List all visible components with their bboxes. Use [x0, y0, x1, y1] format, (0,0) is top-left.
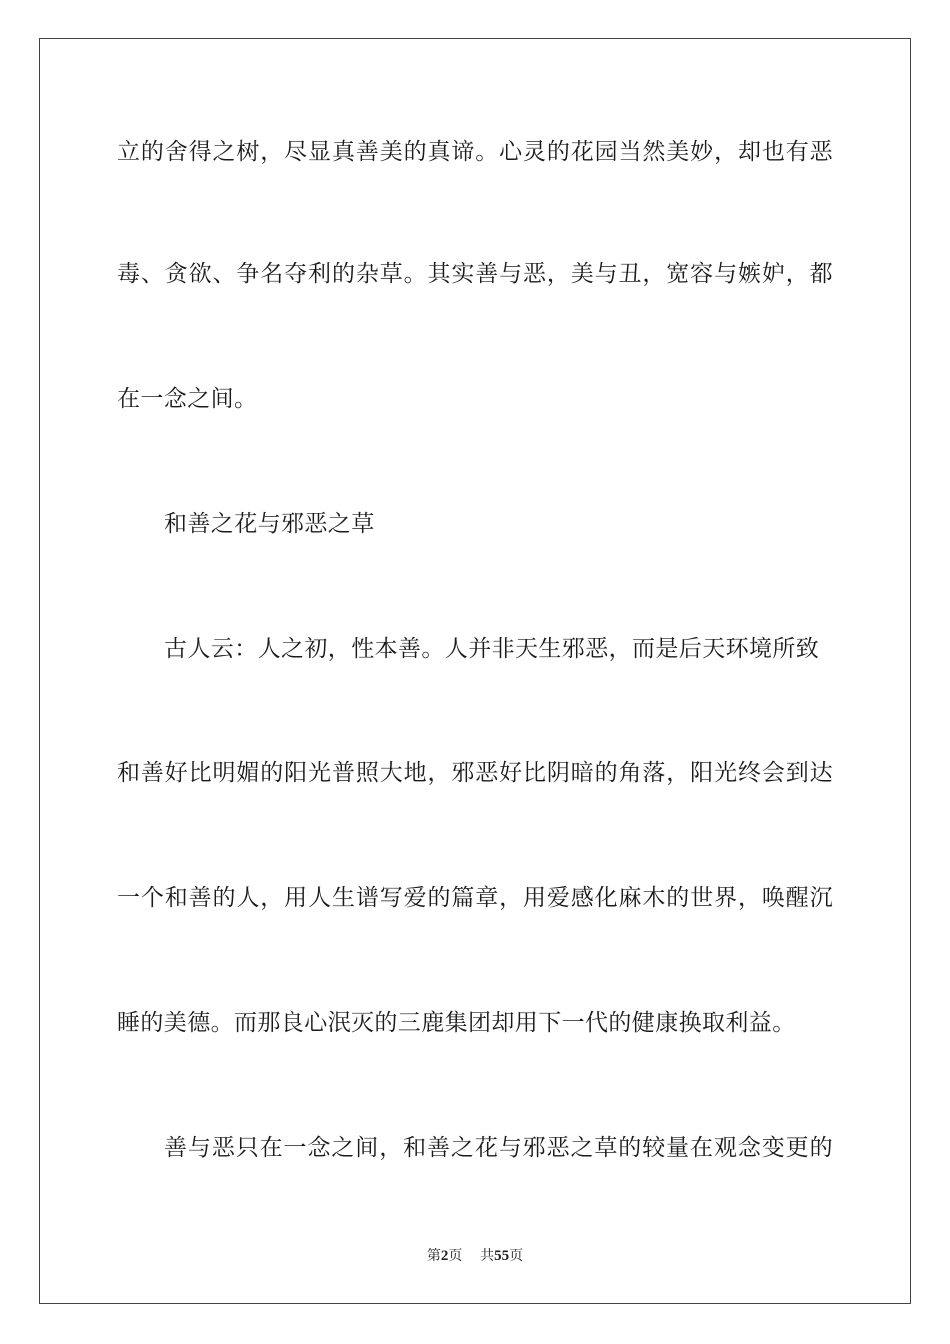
total-prefix: 共 [480, 1248, 495, 1264]
body-line-1: 立的舍得之树，尽显真善美的真谛。心灵的花园当然美妙，却也有恶 [117, 139, 833, 165]
total-pages: 55 [494, 1248, 510, 1264]
page-footer [0, 1246, 950, 1266]
body-line-3: 在一念之间。 [117, 386, 258, 412]
section-heading: 和善之花与邪恶之草 [164, 511, 375, 537]
body-line-8: 睡的美德。而那良心泯灭的三鹿集团却用下一代的健康换取利益。 [117, 1010, 796, 1036]
page-number: 2 [440, 1248, 449, 1264]
page-border [39, 38, 911, 1304]
body-line-9: 善与恶只在一念之间，和善之花与邪恶之草的较量在观念变更的 [164, 1135, 833, 1161]
total-suffix: 页 [509, 1248, 524, 1264]
body-line-2: 毒、贪欲、争名夺利的杂草。其实善与恶，美与丑，宽容与嫉妒，都 [117, 261, 833, 287]
page-prefix: 第 [426, 1248, 441, 1264]
page-suffix: 页 [448, 1248, 463, 1264]
body-line-6: 和善好比明媚的阳光普照大地，邪恶好比阴暗的角落，阳光终会到达 [117, 760, 833, 786]
body-line-5: 古人云：人之初，性本善。人并非天生邪恶，而是后天环境所致 [164, 636, 820, 662]
body-line-7: 一个和善的人，用人生谱写爱的篇章，用爱感化麻木的世界，唤醒沉 [117, 885, 833, 911]
